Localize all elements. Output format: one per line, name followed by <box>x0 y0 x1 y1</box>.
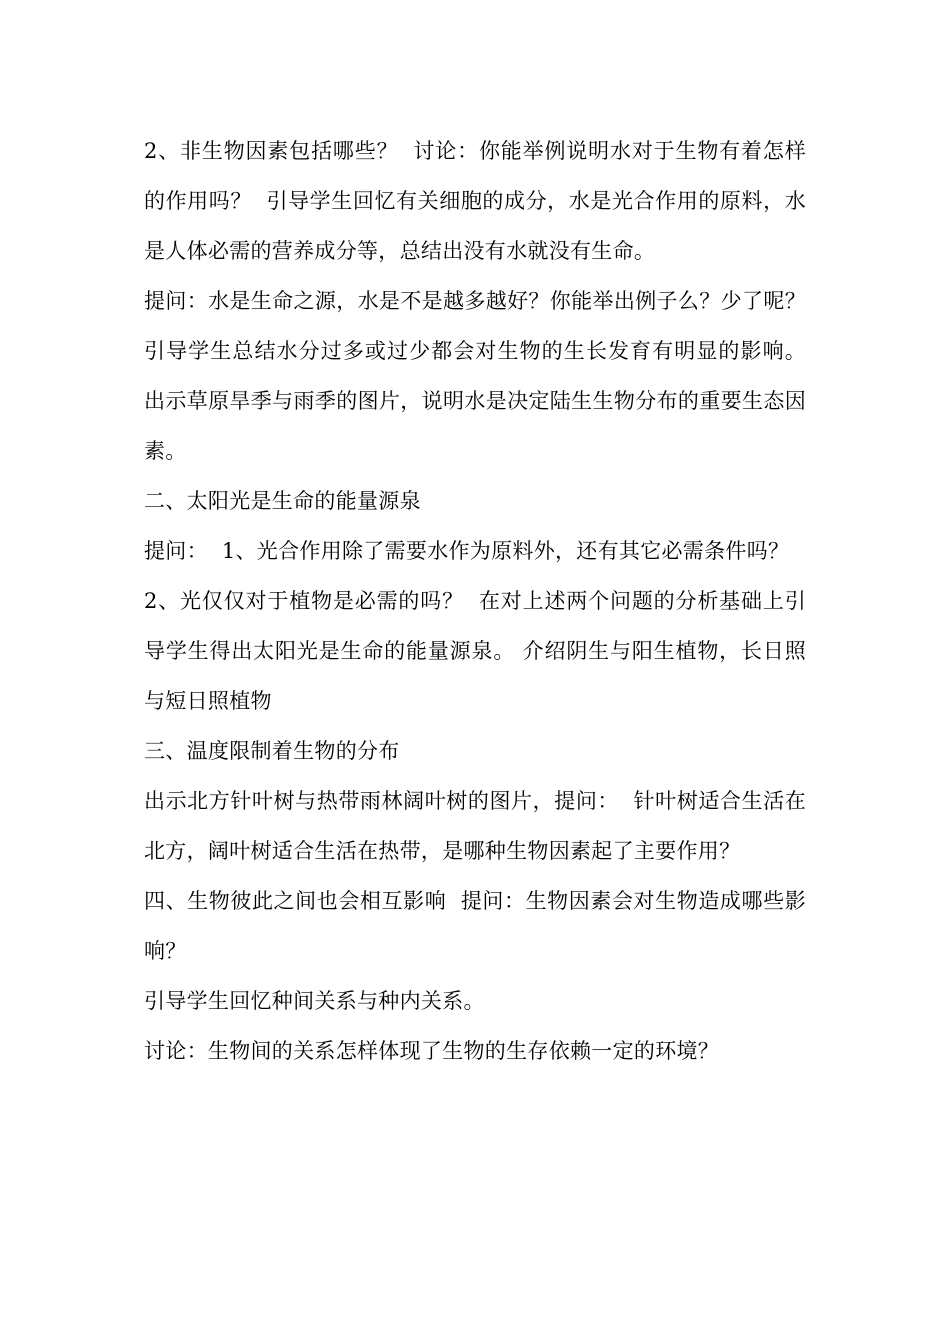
section-heading-temperature: 三、温度限制着生物的分布 <box>144 739 400 763</box>
section-heading-biotic-interaction: 四、生物彼此之间也会相互影响 提问：生物因素会对生物造成哪些影响？ <box>144 889 806 963</box>
paragraph-light-question-1: 提问： 1、光合作用除了需要水作为原料外，还有其它必需条件吗？ <box>144 539 790 563</box>
paragraph-water-question: 提问：水是生命之源，水是不是越多越好？你能举出例子么？少了呢？ 引导学生总结水分过多或过少都会对生物的生长发育有明显的影响。 出示草原旱季与雨季的图片，说明水是决定陆生生物分布的重要生态因素。 <box>144 289 813 463</box>
paragraph-species-relations: 引导学生回忆种间关系与种内关系。 <box>144 989 485 1013</box>
document-body <box>144 126 813 1076</box>
paragraph-light-question-2: 2、光仅仅对于植物是必需的吗？ 在对上述两个问题的分析基础上引导学生得出太阳光是生命的能量源泉。 介绍阴生与阳生植物，长日照与短日照植物 <box>144 589 806 713</box>
paragraph-abiotic-factors: 2、非生物因素包括哪些？ 讨论：你能举例说明水对于生物有着怎样的作用吗？ 引导学生回忆有关细胞的成分，水是光合作用的原料，水是人体必需的营养成分等，总结出没有水就没有生命。 <box>144 139 806 263</box>
paragraph-temperature-trees: 出示北方针叶树与热带雨林阔叶树的图片，提问： 针叶树适合生活在北方，阔叶树适合生活在热带，是哪种生物因素起了主要作用？ <box>144 789 806 863</box>
paragraph-discussion: 讨论：生物间的关系怎样体现了生物的生存依赖一定的环境？ <box>144 1039 720 1063</box>
section-heading-sunlight: 二、太阳光是生命的能量源泉 <box>144 489 421 513</box>
